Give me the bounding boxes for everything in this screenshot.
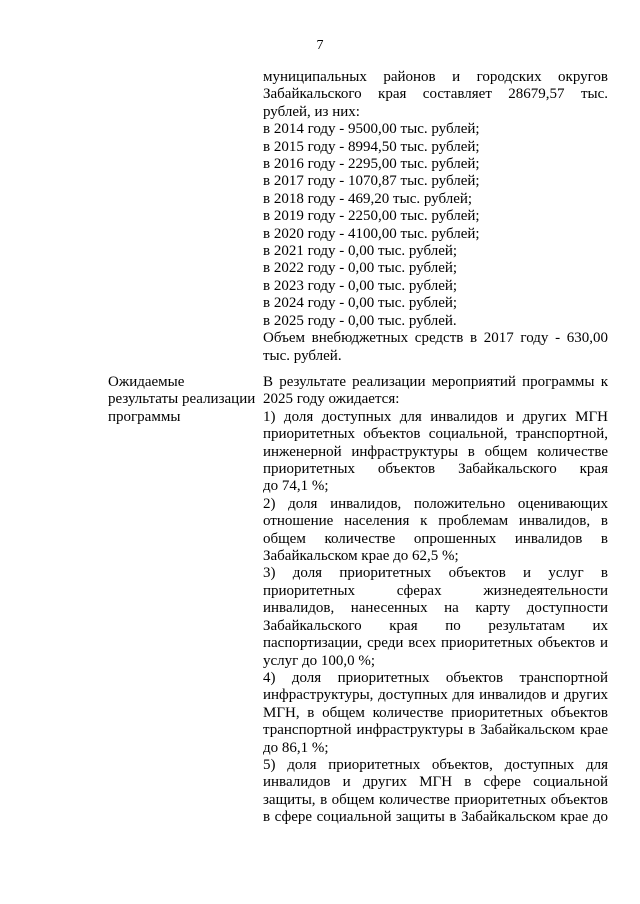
results-line: 5) доля приоритетных объектов, доступных для (263, 756, 608, 773)
results-line: общем количестве опрошенных инвалидов в (263, 530, 608, 547)
results-line: инфраструктуры, доступных для инвалидов и других (263, 687, 608, 704)
results-label-line: Ожидаемые (108, 374, 185, 390)
funding-year-line: в 2020 году - 4100,00 тыс. рублей; (263, 225, 480, 242)
results-line: приоритетных сферах жизнедеятельности (263, 582, 608, 599)
results-line: паспортизации, среди всех приоритетных объектов и (263, 635, 608, 652)
results-line: Забайкальском крае до 62,5 %; (263, 548, 459, 565)
results-line: в сфере социальной защиты в Забайкальском крае до (263, 809, 608, 826)
results-line: 4) доля приоритетных объектов транспортной (263, 669, 608, 686)
extrabudget-line: Объем внебюджетных средств в 2017 году - 630,00 (263, 330, 608, 347)
funding-year-line: в 2018 году - 469,20 тыс. рублей; (263, 190, 473, 207)
funding-year-line: в 2016 году - 2295,00 тыс. рублей; (263, 156, 480, 173)
results-line: до 86,1 %; (263, 739, 329, 756)
results-text (263, 374, 608, 827)
funding-year-line: в 2025 году - 0,00 тыс. рублей. (263, 312, 457, 329)
results-label-line: программы (108, 408, 181, 425)
funding-year-line: в 2019 году - 2250,00 тыс. рублей; (263, 208, 480, 225)
results-line: МГН, в общем количестве приоритетных объектов (263, 704, 608, 721)
funding-year-line: в 2021 году - 0,00 тыс. рублей; (263, 243, 458, 260)
funding-intro-line: рублей, из них: (263, 103, 360, 120)
funding-text (263, 69, 608, 365)
results-line: 2) доля инвалидов, положительно оценивающих (263, 495, 608, 512)
results-line: отношение населения к проблемам инвалидов, в (263, 513, 608, 530)
results-label (108, 374, 256, 426)
results-line: инвалидов и других МГН в сфере социальной (263, 774, 608, 791)
results-line: Забайкальского края по результатам их (263, 617, 608, 634)
funding-year-line: в 2024 году - 0,00 тыс. рублей; (263, 295, 458, 312)
results-line: инвалидов, нанесенных на карту доступности (263, 600, 608, 617)
extrabudget-line: тыс. рублей. (263, 347, 342, 364)
results-line: услуг до 100,0 %; (263, 652, 376, 669)
results-line: 1) доля доступных для инвалидов и других МГН (263, 408, 608, 425)
results-line: приоритетных объектов социальной, транспортной, (263, 426, 608, 443)
results-line: транспортной инфраструктуры в Забайкальском крае (263, 722, 608, 739)
results-label-line: результаты реализации (108, 391, 256, 408)
results-line: приоритетных объектов Забайкальского края (263, 461, 608, 478)
results-line: 2025 году ожидается: (263, 391, 400, 408)
funding-intro-line: Забайкальского края составляет 28679,57 тыс. (263, 86, 608, 103)
funding-year-line: в 2014 году - 9500,00 тыс. рублей; (263, 121, 480, 138)
results-line: В результате реализации мероприятий программы к (263, 374, 608, 390)
funding-year-line: в 2015 году - 8994,50 тыс. рублей; (263, 138, 480, 155)
funding-intro-line: муниципальных районов и городских округов (263, 69, 608, 85)
results-line: до 74,1 %; (263, 478, 329, 495)
funding-year-line: в 2023 году - 0,00 тыс. рублей; (263, 277, 458, 294)
results-line: защиты, в общем количестве приоритетных объектов (263, 791, 608, 808)
results-line: 3) доля приоритетных объектов и услуг в (263, 565, 608, 582)
funding-year-line: в 2022 году - 0,00 тыс. рублей; (263, 260, 458, 277)
funding-year-line: в 2017 году - 1070,87 тыс. рублей; (263, 173, 480, 190)
page-number: 7 (316, 38, 324, 53)
results-line: инженерной инфраструктуры в общем количестве (263, 443, 608, 460)
